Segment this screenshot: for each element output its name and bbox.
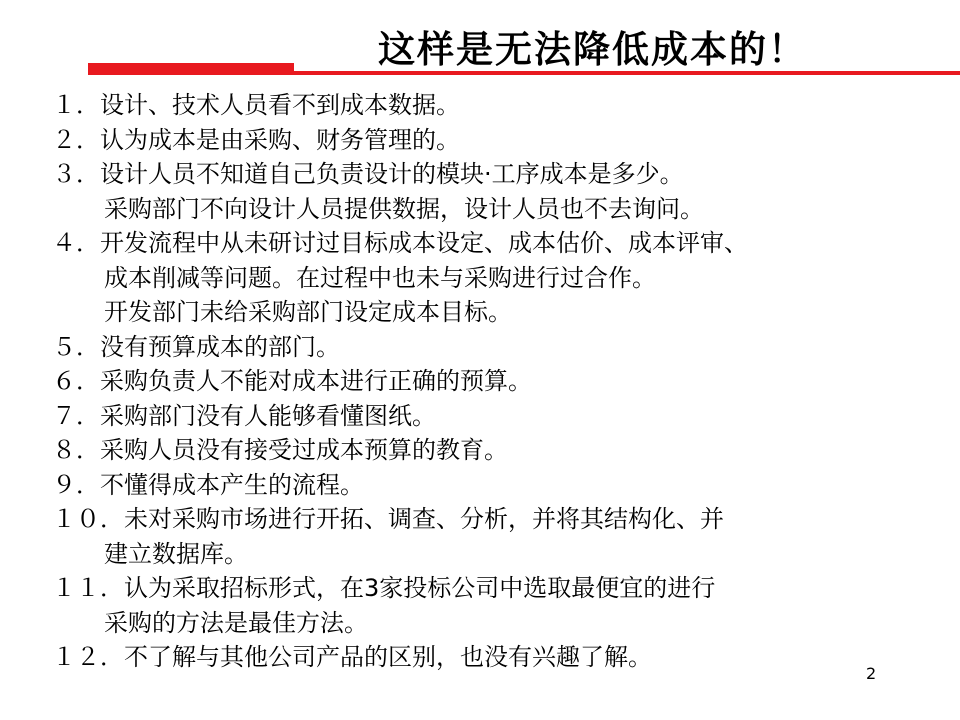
title-accent-bar: [88, 63, 294, 74]
item-text: 设计、技术人员看不到成本数据。: [100, 91, 460, 119]
item-number: ４．: [52, 229, 100, 257]
list-item-4-continued: [52, 295, 932, 330]
list-item-11: [52, 571, 932, 606]
item-number: ３．: [52, 160, 100, 188]
list-item-6: [52, 364, 932, 399]
list-item-12: [52, 640, 932, 675]
item-number: １１．: [52, 574, 124, 602]
numbered-list: [52, 88, 932, 675]
item-number: ６．: [52, 367, 100, 395]
item-text: 采购的方法是最佳方法。: [104, 608, 368, 637]
item-text: 采购部门没有人能够看懂图纸。: [100, 401, 436, 430]
item-text: 认为成本是由采购、财务管理的。: [100, 125, 460, 154]
item-text: 认为采取招标形式，在3家投标公司中选取最便宜的进行: [124, 574, 716, 602]
item-text: 设计人员不知道自己负责设计的模块·工序成本是多少。: [100, 160, 684, 188]
page-number: 2: [866, 664, 877, 683]
item-number: ２．: [52, 125, 100, 154]
list-item-7: [52, 399, 932, 434]
list-item-8: [52, 433, 932, 468]
item-text: 没有预算成本的部门。: [100, 332, 340, 361]
item-text: 不懂得成本产生的流程。: [100, 470, 364, 499]
list-item-3: [52, 157, 932, 192]
item-number: １０．: [52, 505, 124, 533]
item-text: 开发部门未给采购部门设定成本目标。: [104, 298, 512, 326]
item-number: ７．: [52, 401, 100, 430]
list-item-9: [52, 468, 932, 503]
list-item-10-continued: [52, 537, 932, 572]
list-item-11-continued: [52, 606, 932, 641]
item-number: ８．: [52, 436, 100, 464]
item-text: 建立数据库。: [104, 539, 248, 568]
item-number: ５．: [52, 332, 100, 361]
list-item-1: [52, 88, 932, 123]
list-item-4-continued: [52, 261, 932, 296]
item-text: 不了解与其他公司产品的区别，也没有兴趣了解。: [124, 643, 652, 671]
item-text: 采购部门不向设计人员提供数据，设计人员也不去询问。: [104, 194, 704, 223]
item-text: 采购人员没有接受过成本预算的教育。: [100, 436, 508, 464]
list-item-2: [52, 123, 932, 158]
item-number: １．: [52, 91, 100, 119]
list-item-4: [52, 226, 932, 261]
item-text: 未对采购市场进行开拓、调查、分析，并将其结构化、并: [124, 505, 724, 533]
list-item-10: [52, 502, 932, 537]
item-text: 采购负责人不能对成本进行正确的预算。: [100, 367, 532, 395]
list-item-3-continued: [52, 192, 932, 227]
slide-title: 这样是无法降低成本的！: [378, 28, 807, 71]
list-item-5: [52, 330, 932, 365]
item-text: 开发流程中从未研讨过目标成本设定、成本估价、成本评审、: [100, 229, 748, 257]
item-number: １２．: [52, 643, 124, 671]
item-text: 成本削减等问题。在过程中也未与采购进行过合作。: [104, 263, 656, 292]
item-number: ９．: [52, 470, 100, 499]
